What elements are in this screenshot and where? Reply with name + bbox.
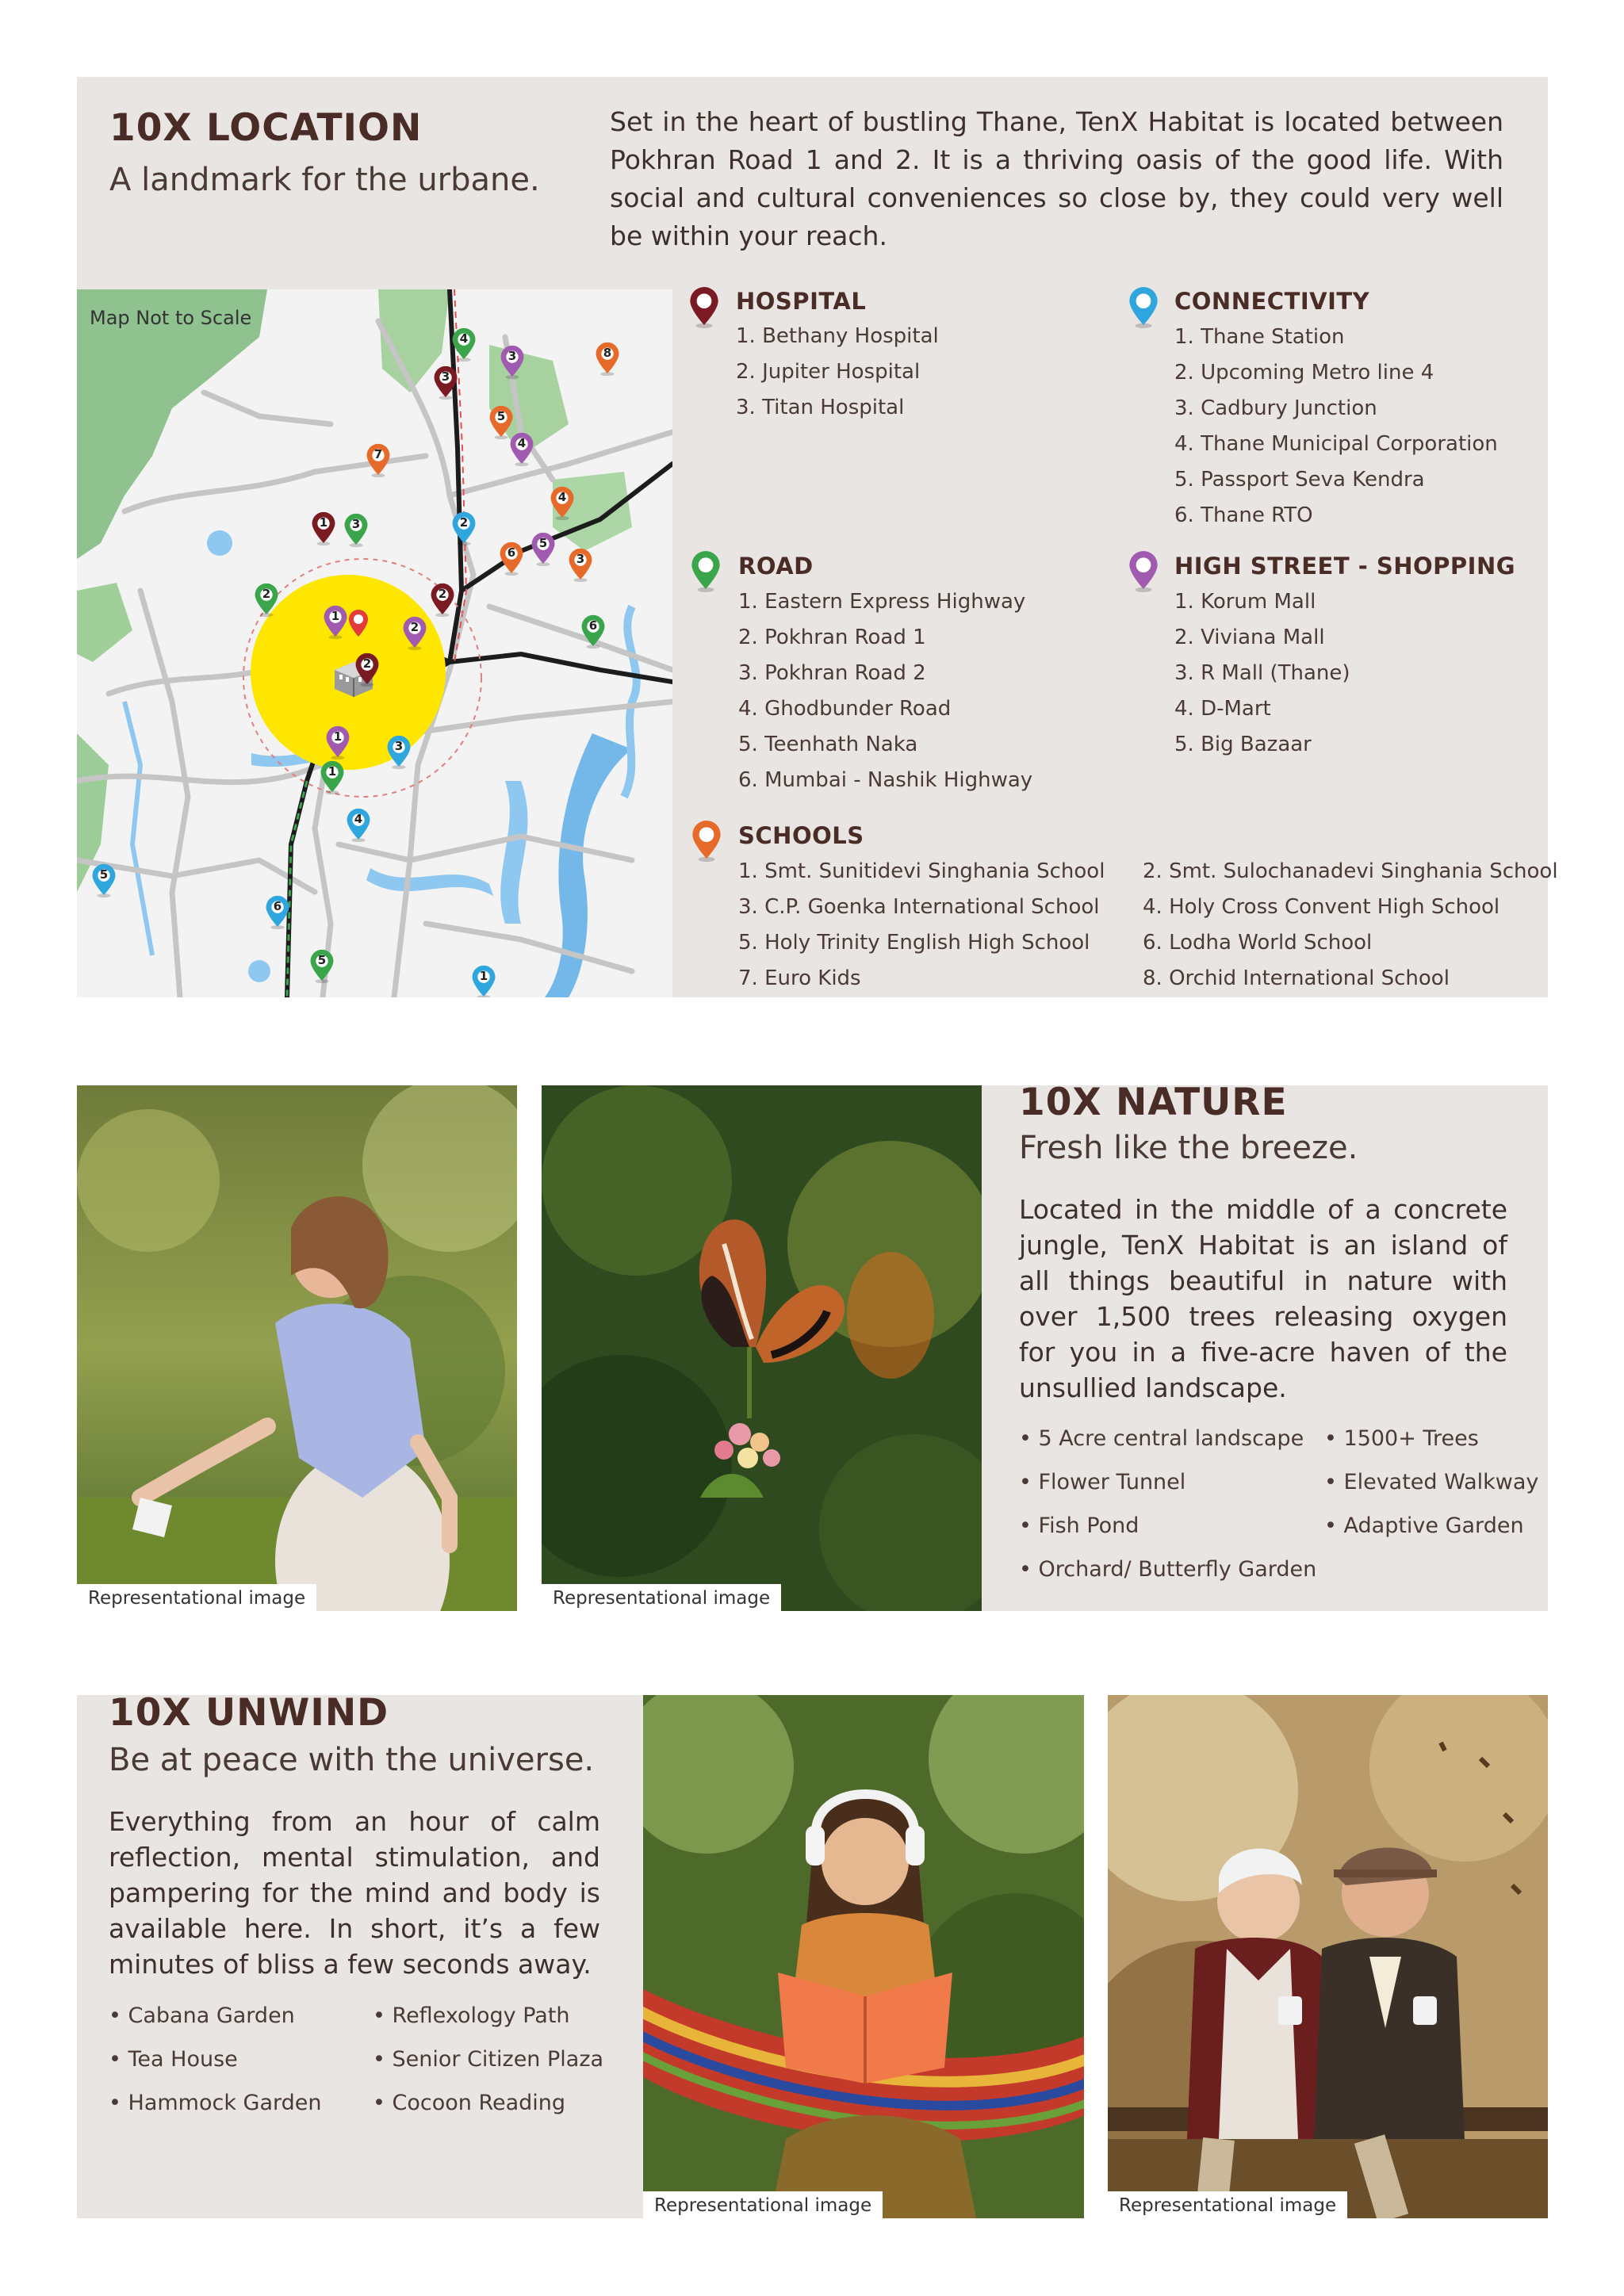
map-pin-number: 6 bbox=[507, 545, 516, 560]
nature-subtitle: Fresh like the breeze. bbox=[1019, 1130, 1358, 1166]
unwind-feature: • Tea House bbox=[109, 2038, 322, 2081]
shopping-pin-icon bbox=[1127, 551, 1160, 592]
map-pin-shopping-3 bbox=[499, 345, 526, 380]
shopping-item: 2. Viviana Mall bbox=[1174, 626, 1325, 649]
map-pin-number: 4 bbox=[557, 490, 567, 504]
hospital-list bbox=[736, 319, 939, 426]
map-pin-number: 2 bbox=[410, 620, 419, 634]
map-pin-connectivity-2 bbox=[450, 511, 477, 546]
unwind-photo-seniors bbox=[1108, 1695, 1548, 2218]
connectivity-item: 6. Thane RTO bbox=[1174, 503, 1313, 527]
shopping-item: 1. Korum Mall bbox=[1174, 590, 1316, 614]
shopping-list bbox=[1174, 584, 1350, 763]
map-pin-shopping-4 bbox=[508, 432, 535, 467]
map-pin-road-2 bbox=[253, 583, 280, 618]
nature-feature: • Flower Tunnel bbox=[1019, 1460, 1316, 1504]
map-pin-schools-6 bbox=[498, 541, 525, 576]
map-pin-number: 3 bbox=[351, 517, 361, 531]
unwind-features-col2 bbox=[373, 1994, 603, 2125]
unwind-title: 10X UNWIND bbox=[109, 1691, 389, 1735]
schools-title: SCHOOLS bbox=[738, 822, 864, 849]
map-pin-road-4 bbox=[450, 327, 477, 362]
connectivity-list bbox=[1174, 320, 1498, 534]
map-pin-number: 2 bbox=[459, 515, 469, 530]
school-item: 5. Holy Trinity English High School bbox=[738, 931, 1090, 955]
map-pin-number: 3 bbox=[576, 552, 585, 566]
map-pin-number: 3 bbox=[441, 369, 450, 384]
shopping-item: 4. D-Mart bbox=[1174, 697, 1271, 721]
schools-list-col2 bbox=[1143, 854, 1558, 997]
map-pin-number: 1 bbox=[333, 729, 343, 744]
location-map bbox=[77, 289, 672, 997]
woman-in-hammock-image bbox=[643, 1695, 1084, 2218]
child-on-shoulders-image bbox=[77, 1085, 517, 1611]
shopping-item: 5. Big Bazaar bbox=[1174, 733, 1312, 756]
unwind-feature: • Reflexology Path bbox=[373, 1994, 603, 2038]
unwind-photo1-caption: Representational image bbox=[643, 2191, 883, 2218]
connectivity-item: 4. Thane Municipal Corporation bbox=[1174, 432, 1498, 456]
map-pin-number: 1 bbox=[319, 515, 328, 530]
map-pin-shopping-1 bbox=[324, 725, 351, 760]
map-pin-road-5 bbox=[308, 949, 335, 984]
nature-feature: • Elevated Walkway bbox=[1324, 1460, 1538, 1504]
unwind-description: Everything from an hour of calm reflection, mental stimulation, and pampering for the mind and body is available here. In short, it’s a few minutes of bliss a few seconds away. bbox=[109, 1806, 600, 1980]
map-pin-number: 2 bbox=[362, 656, 372, 671]
map-pin-number: 1 bbox=[331, 609, 340, 623]
location-title: 10X LOCATION bbox=[109, 106, 423, 150]
road-title: ROAD bbox=[738, 553, 814, 580]
connectivity-item: 3. Cadbury Junction bbox=[1174, 396, 1377, 420]
nature-photo-butterfly bbox=[542, 1085, 982, 1611]
school-item: 6. Lodha World School bbox=[1143, 931, 1373, 955]
map-pin-shopping-5 bbox=[530, 532, 557, 567]
map-pin-number: 1 bbox=[479, 969, 488, 983]
nature-feature: • 5 Acre central landscape bbox=[1019, 1417, 1316, 1460]
hospital-item: 1. Bethany Hospital bbox=[736, 324, 939, 348]
road-item: 1. Eastern Express Highway bbox=[738, 590, 1026, 614]
map-pin-number: 5 bbox=[538, 536, 548, 550]
map-pin-connectivity-6 bbox=[264, 895, 291, 930]
schools-list-col1 bbox=[738, 854, 1105, 997]
school-item: 3. C.P. Goenka International School bbox=[738, 895, 1100, 919]
road-item: 5. Teenhath Naka bbox=[738, 733, 918, 756]
map-pin-number: 3 bbox=[394, 739, 404, 753]
map-pin-hospital-2 bbox=[429, 583, 456, 618]
map-pin-number: 7 bbox=[373, 447, 383, 461]
nature-photo1-caption: Representational image bbox=[77, 1584, 316, 1611]
unwind-feature: • Cabana Garden bbox=[109, 1994, 322, 2038]
map-pin-shopping-1 bbox=[322, 605, 349, 640]
map-pin-number: 1 bbox=[327, 764, 337, 779]
connectivity-item: 1. Thane Station bbox=[1174, 325, 1345, 349]
map-pin-number: 5 bbox=[99, 867, 109, 882]
connectivity-pin-icon bbox=[1127, 287, 1160, 328]
road-item: 6. Mumbai - Nashik Highway bbox=[738, 768, 1033, 792]
nature-feature: • Adaptive Garden bbox=[1324, 1504, 1538, 1548]
hospital-pin-icon bbox=[688, 287, 721, 328]
nature-features-col1 bbox=[1019, 1417, 1316, 1591]
connectivity-item: 2. Upcoming Metro line 4 bbox=[1174, 361, 1434, 385]
senior-couple-image bbox=[1108, 1695, 1548, 2218]
map-pin-number: 4 bbox=[459, 331, 469, 346]
map-pin-schools-7 bbox=[365, 443, 392, 478]
nature-feature: • 1500+ Trees bbox=[1324, 1417, 1538, 1460]
map-pin-road-6 bbox=[580, 614, 607, 649]
shopping-title: HIGH STREET - SHOPPING bbox=[1174, 553, 1516, 580]
road-item: 2. Pokhran Road 1 bbox=[738, 626, 926, 649]
road-item: 4. Ghodbunder Road bbox=[738, 697, 952, 721]
map-pin-number: 6 bbox=[588, 618, 598, 633]
map-pin-number: 2 bbox=[438, 587, 447, 601]
location-description: Set in the heart of bustling Thane, TenX Habitat is located between Pokhran Road 1 and 2. It is a thriving oasis of the good life. With social and cultural conveniences so close by, they could very well be within your reach. bbox=[610, 106, 1503, 251]
map-pin-road-3 bbox=[343, 513, 370, 548]
school-item: 2. Smt. Sulochanadevi Singhania School bbox=[1143, 859, 1558, 883]
unwind-photo2-caption: Representational image bbox=[1108, 2191, 1347, 2218]
nature-photo2-caption: Representational image bbox=[542, 1584, 781, 1611]
map-scale-note: Map Not to Scale bbox=[90, 307, 252, 329]
unwind-photo-hammock bbox=[643, 1695, 1084, 2218]
map-pin-hospital-3 bbox=[432, 365, 459, 400]
location-subtitle: A landmark for the urbane. bbox=[109, 162, 540, 198]
shopping-item: 3. R Mall (Thane) bbox=[1174, 661, 1350, 685]
map-pin-connectivity-4 bbox=[345, 808, 372, 843]
school-item: 8. Orchid International School bbox=[1143, 966, 1450, 990]
school-item: 1. Smt. Sunitidevi Singhania School bbox=[738, 859, 1105, 883]
map-pin-connectivity-1 bbox=[470, 965, 497, 997]
map-pins-layer bbox=[77, 289, 672, 997]
nature-feature: • Fish Pond bbox=[1019, 1504, 1316, 1548]
map-pin-number: 6 bbox=[273, 899, 282, 913]
map-pin-schools-3 bbox=[567, 548, 594, 583]
hospital-item: 2. Jupiter Hospital bbox=[736, 360, 921, 384]
map-pin-shopping-2 bbox=[401, 616, 428, 651]
road-pin-icon bbox=[689, 551, 722, 592]
hospital-title: HOSPITAL bbox=[736, 288, 867, 315]
nature-title: 10X NATURE bbox=[1019, 1081, 1288, 1124]
map-pin-connectivity-3 bbox=[385, 735, 412, 770]
map-pin-road-1 bbox=[319, 760, 346, 795]
school-item: 4. Holy Cross Convent High School bbox=[1143, 895, 1500, 919]
unwind-features-col1 bbox=[109, 1994, 322, 2125]
map-pin-hospital-1 bbox=[310, 511, 337, 546]
map-pin-number: 2 bbox=[262, 587, 271, 601]
map-pin-number: 5 bbox=[317, 953, 327, 967]
map-pin-schools-4 bbox=[549, 486, 576, 521]
connectivity-item: 5. Passport Seva Kendra bbox=[1174, 468, 1425, 492]
map-pin-number: 4 bbox=[517, 436, 527, 450]
nature-features-col2 bbox=[1324, 1417, 1538, 1548]
unwind-feature: • Cocoon Reading bbox=[373, 2081, 603, 2125]
map-pin-connectivity-5 bbox=[90, 863, 117, 898]
map-pin-number: 3 bbox=[508, 349, 517, 363]
nature-feature: • Orchard/ Butterfly Garden bbox=[1019, 1548, 1316, 1591]
map-pin-number: 5 bbox=[496, 409, 506, 423]
hospital-item: 3. Titan Hospital bbox=[736, 396, 905, 419]
butterfly-image bbox=[542, 1085, 982, 1611]
unwind-feature: • Senior Citizen Plaza bbox=[373, 2038, 603, 2081]
road-list bbox=[738, 584, 1032, 798]
nature-photo-child bbox=[77, 1085, 517, 1611]
school-item: 7. Euro Kids bbox=[738, 966, 861, 990]
map-pin-number: 8 bbox=[603, 346, 612, 360]
nature-description: Located in the middle of a concrete jungle, TenX Habitat is an island of all things beautiful in nature with over 1,500 trees releasing oxygen for you in a five-acre haven of the unsullied landscape. bbox=[1019, 1194, 1507, 1403]
schools-pin-icon bbox=[690, 821, 723, 862]
map-pin-hospital-2 bbox=[354, 652, 381, 687]
unwind-subtitle: Be at peace with the universe. bbox=[109, 1742, 595, 1778]
unwind-feature: • Hammock Garden bbox=[109, 2081, 322, 2125]
road-item: 3. Pokhran Road 2 bbox=[738, 661, 926, 685]
connectivity-title: CONNECTIVITY bbox=[1174, 288, 1370, 315]
map-pin-schools-8 bbox=[594, 342, 621, 377]
map-pin-number: 4 bbox=[354, 812, 363, 826]
